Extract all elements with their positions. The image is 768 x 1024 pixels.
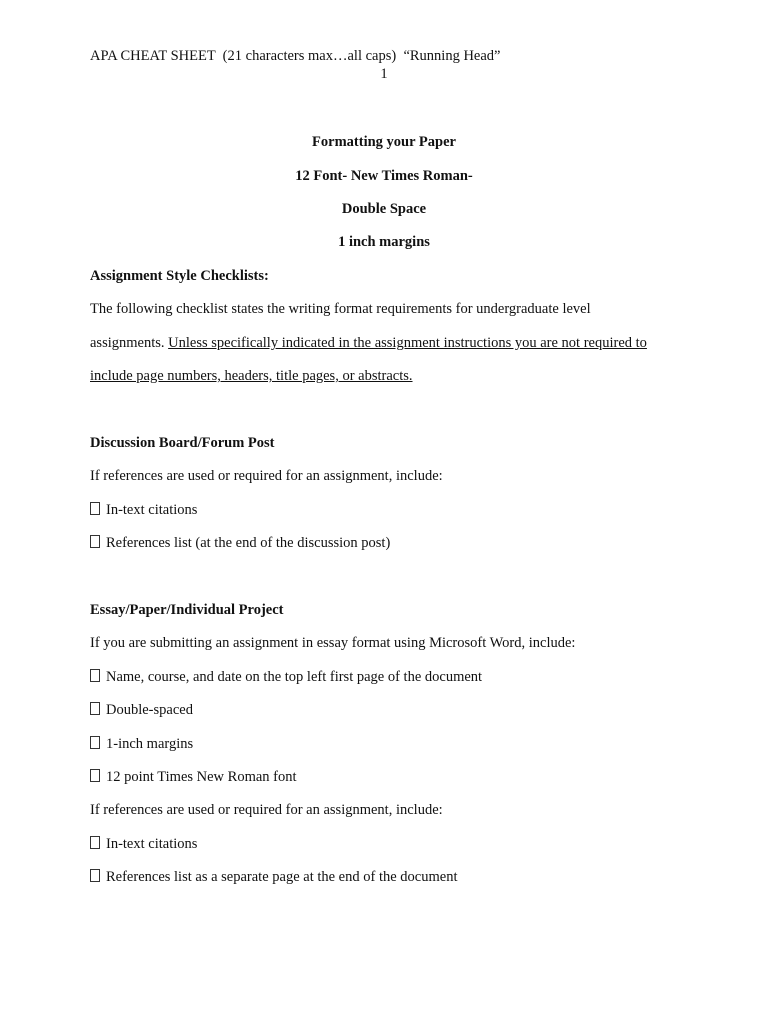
- discussion-item: [90, 533, 390, 553]
- checklists-intro-line1: The following checklist states the writing format requirements for undergraduate level: [90, 301, 591, 317]
- essay-item: [90, 734, 193, 754]
- essay-item-label: Double-spaced: [106, 702, 193, 718]
- discussion-item: [90, 500, 197, 520]
- checklists-intro-line2-plain: assignments.: [90, 335, 169, 351]
- formatting-font: 12 Font- New Times Roman-: [295, 168, 473, 184]
- checkbox-icon: [90, 502, 100, 515]
- page-number: [0, 64, 768, 84]
- essay-item: [90, 767, 297, 787]
- checklists-intro-line3: include page numbers, headers, title pages, or abstracts.: [90, 368, 413, 384]
- essay-reference-item-label: In-text citations: [106, 836, 198, 852]
- essay-item: [90, 700, 193, 720]
- discussion-heading: Discussion Board/Forum Post: [90, 435, 275, 451]
- checklists-intro-line2-underlined: Unless specifically indicated in the assignment instructions you are not required to: [168, 335, 647, 351]
- checklists-heading: Assignment Style Checklists:: [90, 268, 269, 284]
- discussion-item-label: In-text citations: [106, 502, 198, 518]
- essay-item-label: 1-inch margins: [106, 736, 194, 752]
- checkbox-icon: [90, 769, 100, 782]
- formatting-title: Formatting your Paper: [312, 134, 456, 150]
- essay-reference-item-label: References list as a separate page at the end of the document: [106, 869, 458, 885]
- running-head: APA CHEAT SHEET (21 characters max…all caps) “Running Head”: [90, 48, 501, 64]
- formatting-spacing: Double Space: [341, 201, 427, 217]
- essay-references-intro: If references are used or required for an assignment, include:: [90, 802, 443, 818]
- essay-heading: Essay/Paper/Individual Project: [90, 602, 284, 618]
- essay-intro: If you are submitting an assignment in essay format using Microsoft Word, include:: [90, 635, 576, 651]
- essay-reference-item: [90, 834, 197, 854]
- checklists-intro-line2: [90, 333, 647, 353]
- checkbox-icon: [90, 869, 100, 882]
- checkbox-icon: [90, 736, 100, 749]
- formatting-margins: 1 inch margins: [338, 234, 430, 250]
- checkbox-icon: [90, 669, 100, 682]
- essay-item-label: Name, course, and date on the top left first page of the document: [106, 669, 483, 685]
- discussion-intro: If references are used or required for an assignment, include:: [90, 468, 443, 484]
- page-number-text: 1: [380, 66, 388, 82]
- checkbox-icon: [90, 836, 100, 849]
- essay-item: [90, 667, 482, 687]
- essay-reference-item: [90, 867, 457, 887]
- checkbox-icon: [90, 535, 100, 548]
- discussion-item-label: References list (at the end of the discussion post): [106, 535, 391, 551]
- essay-item-label: 12 point Times New Roman font: [106, 769, 297, 785]
- checkbox-icon: [90, 702, 100, 715]
